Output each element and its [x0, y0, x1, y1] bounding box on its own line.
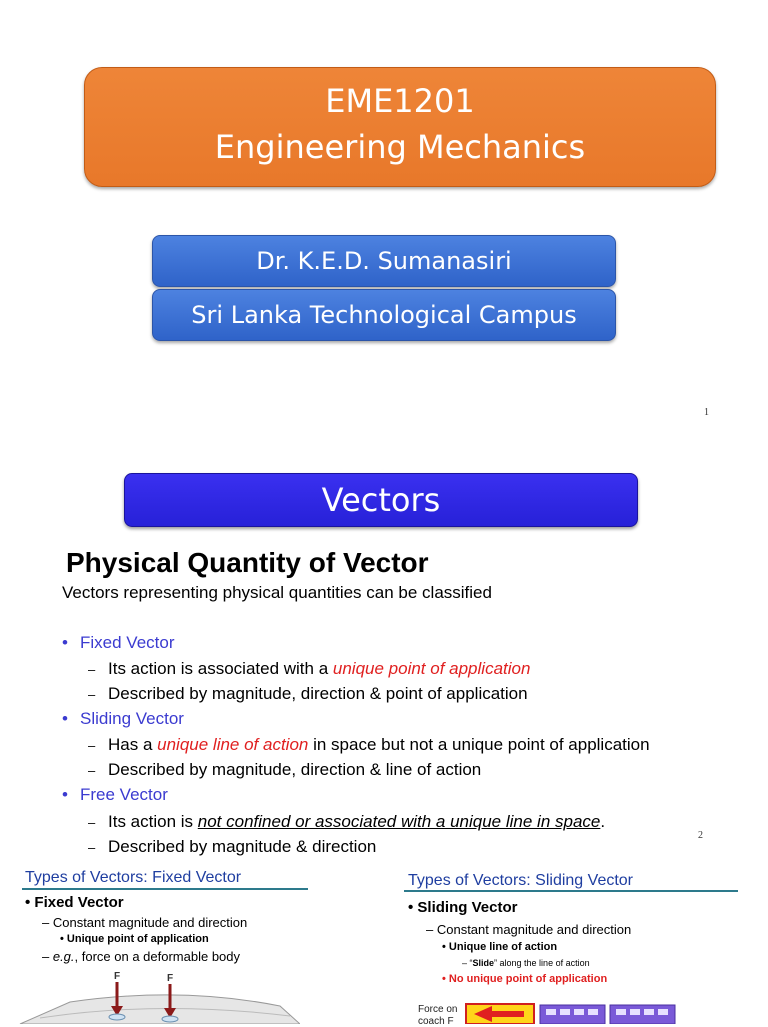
thumb-sliding-underline [404, 890, 738, 892]
emphasis-text: not confined or associated with a unique line in space [197, 812, 601, 831]
sub-text: Its action is associated with a [108, 659, 333, 678]
line-text: “ [469, 958, 473, 968]
bullet-sliding-vector: • Sliding Vector [62, 709, 184, 728]
thumb-fixed-title: Types of Vectors: Fixed Vector [25, 869, 242, 886]
contact-point-2 [162, 1016, 178, 1022]
line-text: Unique line of action [448, 941, 558, 953]
slide-1-page-number: 1 [704, 407, 709, 418]
line-text: , force on a deformable body [74, 949, 241, 964]
sub-text: . [600, 812, 606, 831]
bullet-label: Fixed Vector [34, 894, 124, 911]
thumb-fixed-line-3: – e.g., force on a deformable body [42, 949, 241, 964]
vectors-banner: Vectors [124, 473, 638, 527]
author-box: Dr. K.E.D. Sumanasiri [152, 235, 616, 287]
sliding-sub-1: – Has a unique line of action in space but not a unique point of application [88, 735, 650, 754]
sub-text: Described by magnitude & direction [108, 837, 377, 856]
coach-window [616, 1009, 626, 1015]
deformable-body-illustration [0, 966, 300, 1024]
train-illustration [464, 1000, 714, 1024]
course-code: EME1201 [325, 82, 475, 120]
thumb-sliding-title: Types of Vectors: Sliding Vector [408, 872, 634, 889]
free-sub-1: – Its action is not confined or associated with a unique line in space. [88, 812, 606, 831]
sub-text: in space but not a unique point of application [308, 735, 650, 754]
force-label-1: F [114, 971, 121, 982]
fixed-sub-2: – Described by magnitude, direction & point of application [88, 684, 528, 703]
course-title-box [84, 67, 716, 187]
sliding-sub-2: – Described by magnitude, direction & line of action [88, 760, 482, 779]
thumb-sliding-line-1: – Constant magnitude and direction [426, 922, 632, 937]
emphasis-text: unique point of application [332, 659, 531, 678]
coach-window [630, 1009, 640, 1015]
mattress-shape [20, 995, 300, 1024]
thumb-sliding-bullet: • Sliding Vector [408, 899, 518, 916]
section-heading: Physical Quantity of Vector [66, 547, 429, 578]
contact-point-1 [109, 1014, 125, 1020]
line-text: Constant magnitude and direction [436, 922, 632, 937]
line-em: e.g. [52, 949, 75, 964]
thumb-fixed-line-1: – Constant magnitude and direction [42, 915, 248, 930]
coach-window [546, 1009, 556, 1015]
thumb-fixed-bullet: • Fixed Vector [25, 894, 124, 911]
sub-text: Described by magnitude, direction & point of application [108, 684, 528, 703]
emphasis-text: unique line of action [157, 735, 309, 754]
line-text: ” along the line of action [494, 958, 590, 968]
bullet-label: Sliding Vector [80, 709, 184, 728]
line-text: Unique point of application [66, 933, 209, 945]
coach-window [574, 1009, 584, 1015]
coach-window [560, 1009, 570, 1015]
course-name: Engineering Mechanics [214, 128, 586, 166]
fixed-sub-1: – Its action is associated with a unique point of application [88, 659, 531, 678]
bullet-label: Free Vector [80, 785, 168, 804]
sub-text: Described by magnitude, direction & line of action [108, 760, 482, 779]
sub-text: Has a [108, 735, 158, 754]
bullet-label: Sliding Vector [417, 899, 518, 916]
free-sub-2: – Described by magnitude & direction [88, 837, 377, 856]
thumb-fixed-line-2: • Unique point of application [60, 933, 209, 945]
coach-window [588, 1009, 598, 1015]
bullet-fixed-vector: • Fixed Vector [62, 633, 175, 652]
bullet-label: Fixed Vector [80, 633, 175, 652]
intro-text: Vectors representing physical quantities can be classified [62, 583, 492, 602]
bullet-free-vector: • Free Vector [62, 785, 168, 804]
coach-label: coach F [418, 1016, 454, 1027]
sub-text: Its action is [108, 812, 198, 831]
force-label-2: F [167, 973, 174, 984]
coach-window [644, 1009, 654, 1015]
coach-window [658, 1009, 668, 1015]
line-text: Constant magnitude and direction [52, 915, 248, 930]
thumb-fixed-underline [22, 888, 308, 890]
line-bold: Slide [472, 958, 495, 968]
force-on-label: Force on [418, 1004, 458, 1015]
thumb-sliding-line-3: – “Slide” along the line of action [462, 958, 590, 968]
slide-2-page-number: 2 [698, 830, 703, 841]
institution-box: Sri Lanka Technological Campus [152, 289, 616, 341]
thumb-sliding-line-2: • Unique line of action [442, 941, 558, 953]
line-text: No unique point of application [448, 973, 608, 985]
thumb-sliding-line-4: • No unique point of application [442, 973, 608, 985]
